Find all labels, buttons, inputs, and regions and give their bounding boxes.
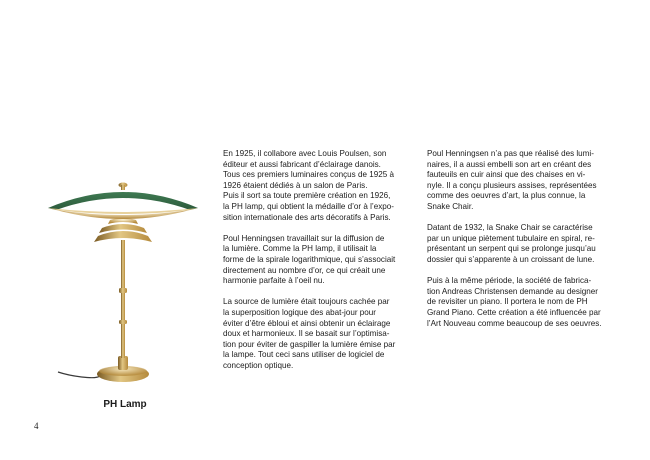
text-line: la superposition logique des abat-jour pour bbox=[223, 307, 376, 317]
text-line: La source de lumière était toujours cachée par bbox=[223, 297, 390, 307]
text-line: de revisiter un piano. Il portera le nom de PH bbox=[427, 297, 588, 307]
text-column-left bbox=[223, 149, 417, 382]
text-line: Puis il sort sa toute première création en 1926, bbox=[223, 191, 391, 201]
text-line: forme de la spirale logarithmique, qui s’associait bbox=[223, 254, 396, 264]
paragraph bbox=[427, 276, 627, 329]
text-line: tion Andreas Christensen demande au designer bbox=[427, 286, 598, 296]
text-line: Datant de 1932, la Snake Chair se caractérise bbox=[427, 223, 593, 233]
lamp-cord bbox=[58, 372, 100, 378]
lamp-top-shade bbox=[48, 192, 198, 210]
text-line: Puis à la même période, la société de fabrica- bbox=[427, 276, 592, 286]
text-line: par un unique piètement tubulaire en spiral, re- bbox=[427, 233, 595, 243]
text-line: directement au nombre d’or, ce qui créait une bbox=[223, 265, 386, 275]
paragraph bbox=[427, 223, 627, 265]
text-column-right bbox=[427, 149, 627, 340]
paragraph bbox=[427, 149, 627, 213]
text-line: l’Art Nouveau comme beaucoup de ses oeuvres. bbox=[427, 318, 602, 328]
text-line: Grand Piano. Cette création a été influencée par bbox=[427, 307, 601, 317]
text-line: sition internationale des arts décoratifs à Paris. bbox=[223, 212, 391, 222]
paragraph bbox=[223, 234, 417, 287]
figure-caption: PH Lamp bbox=[103, 399, 147, 410]
text-line: fauteuils en cuir ainsi que des chaises en vi- bbox=[427, 170, 586, 180]
text-line: la lumière. Comme la PH lamp, il utilisait la bbox=[223, 244, 377, 254]
text-line: la PH lamp, qui obtient la médaille d’or à l’expo- bbox=[223, 201, 394, 211]
paragraph bbox=[223, 297, 417, 371]
text-line: doux et harmonieux. Il se basait sur l’optimisa- bbox=[223, 329, 390, 339]
text-line: tion pour éviter de gaspiller la lumière émise par bbox=[223, 339, 396, 349]
text-line: Snake Chair. bbox=[427, 201, 474, 211]
text-line: conception optique. bbox=[223, 360, 294, 370]
text-line: harmonie parfaite à l’oeil nu. bbox=[223, 276, 325, 286]
text-line: naires, il a aussi embelli son art en créant des bbox=[427, 159, 592, 169]
text-line: éditeur et aussi fabricant d’éclairage danois. bbox=[223, 159, 381, 169]
text-line: nyle. Il a conçu plusieurs assises, représentées bbox=[427, 180, 597, 190]
text-line: dossier qui s’apparente à un croissant de lune. bbox=[427, 254, 595, 264]
text-line: Poul Henningsen n’a pas que réalisé des lumi- bbox=[427, 149, 594, 158]
ph-lamp-image bbox=[40, 170, 210, 395]
text-line: Tous ces premiers luminaires conçus de 1925 à bbox=[223, 170, 394, 180]
text-line: comme des oeuvres d’art, la plus connue, la bbox=[427, 191, 586, 201]
page-number: 4 bbox=[34, 421, 39, 431]
text-line: En 1925, il collabore avec Louis Poulsen, son bbox=[223, 149, 387, 158]
text-line: la lampe. Tout ceci sans utiliser de logiciel de bbox=[223, 350, 385, 360]
text-line: Poul Henningsen travaillait sur la diffusion de bbox=[223, 233, 385, 243]
text-line: éviter d’être ébloui et ainsi obtenir un éclairage bbox=[223, 318, 391, 328]
lamp-stem bbox=[121, 240, 125, 358]
ph-lamp-figure bbox=[40, 170, 210, 395]
paragraph bbox=[223, 149, 417, 223]
text-line: 1926 étaient dédiés à un salon de Paris. bbox=[223, 180, 368, 190]
text-line: présentant un serpent qui se prolonge jusqu’au bbox=[427, 244, 596, 254]
